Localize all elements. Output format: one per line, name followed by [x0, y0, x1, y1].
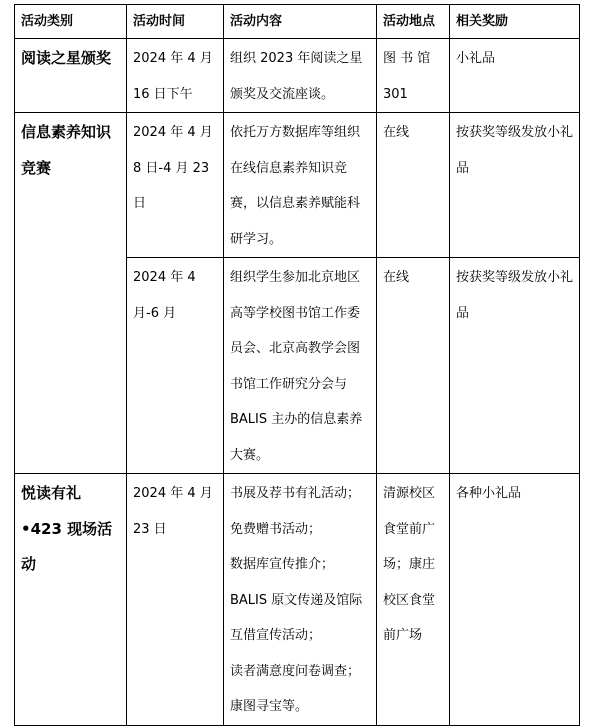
category-cell: 悦读有礼•423 现场活动 [15, 474, 127, 726]
reward-cell: 各种小礼品 [450, 474, 580, 726]
table-row [15, 474, 580, 726]
time-cell: 2024 年 4 月 16 日下午 [127, 39, 224, 113]
content-line: BALIS 原文传递及馆际互借宣传活动； [230, 592, 363, 643]
content-cell [224, 474, 377, 726]
content-line: 康图寻宝等。 [230, 699, 309, 714]
location-cell: 在线 [377, 258, 450, 474]
header-time: 活动时间 [127, 5, 224, 39]
table-row [15, 113, 580, 258]
content-line: 书展及荐书有礼活动； [230, 486, 361, 501]
content-cell: 组织 2023 年阅读之星颁奖及交流座谈。 [224, 39, 377, 113]
category-cell: 阅读之星颁奖 [15, 39, 127, 113]
time-cell: 2024 年 4 月-6 月 [127, 258, 224, 474]
content-line: 免费赠书活动； [230, 521, 322, 537]
time-cell: 2024 年 4 月 8 日-4 月 23 日 [127, 113, 224, 258]
header-location: 活动地点 [377, 5, 450, 39]
header-row [15, 5, 580, 39]
activity-table [14, 4, 580, 726]
content-cell: 依托万方数据库等组织在线信息素养知识竞赛，以信息素养赋能科研学习。 [224, 113, 377, 258]
content-line: 读者满意度问卷调查； [230, 663, 361, 679]
time-cell: 2024 年 4 月 23 日 [127, 474, 224, 726]
reward-cell: 按获奖等级发放小礼品 [450, 258, 580, 474]
location-cell: 在线 [377, 113, 450, 258]
header-category: 活动类别 [15, 5, 127, 39]
location-cell: 图 书 馆 301 [377, 39, 450, 113]
table-row [15, 39, 580, 113]
category-cell: 信息素养知识竞赛 [15, 113, 127, 474]
reward-cell: 小礼品 [450, 39, 580, 113]
header-reward: 相关奖励 [450, 5, 580, 39]
location-cell: 清源校区食堂前广场；康庄校区食堂前广场 [377, 474, 450, 726]
content-cell: 组织学生参加北京地区高等学校图书馆工作委员会、北京高教学会图书馆工作研究分会与 BALIS 主办的信息素养大赛。 [224, 258, 377, 474]
content-line: 数据库宣传推介； [230, 557, 335, 572]
reward-cell: 按获奖等级发放小礼品 [450, 113, 580, 258]
header-content: 活动内容 [224, 5, 377, 39]
